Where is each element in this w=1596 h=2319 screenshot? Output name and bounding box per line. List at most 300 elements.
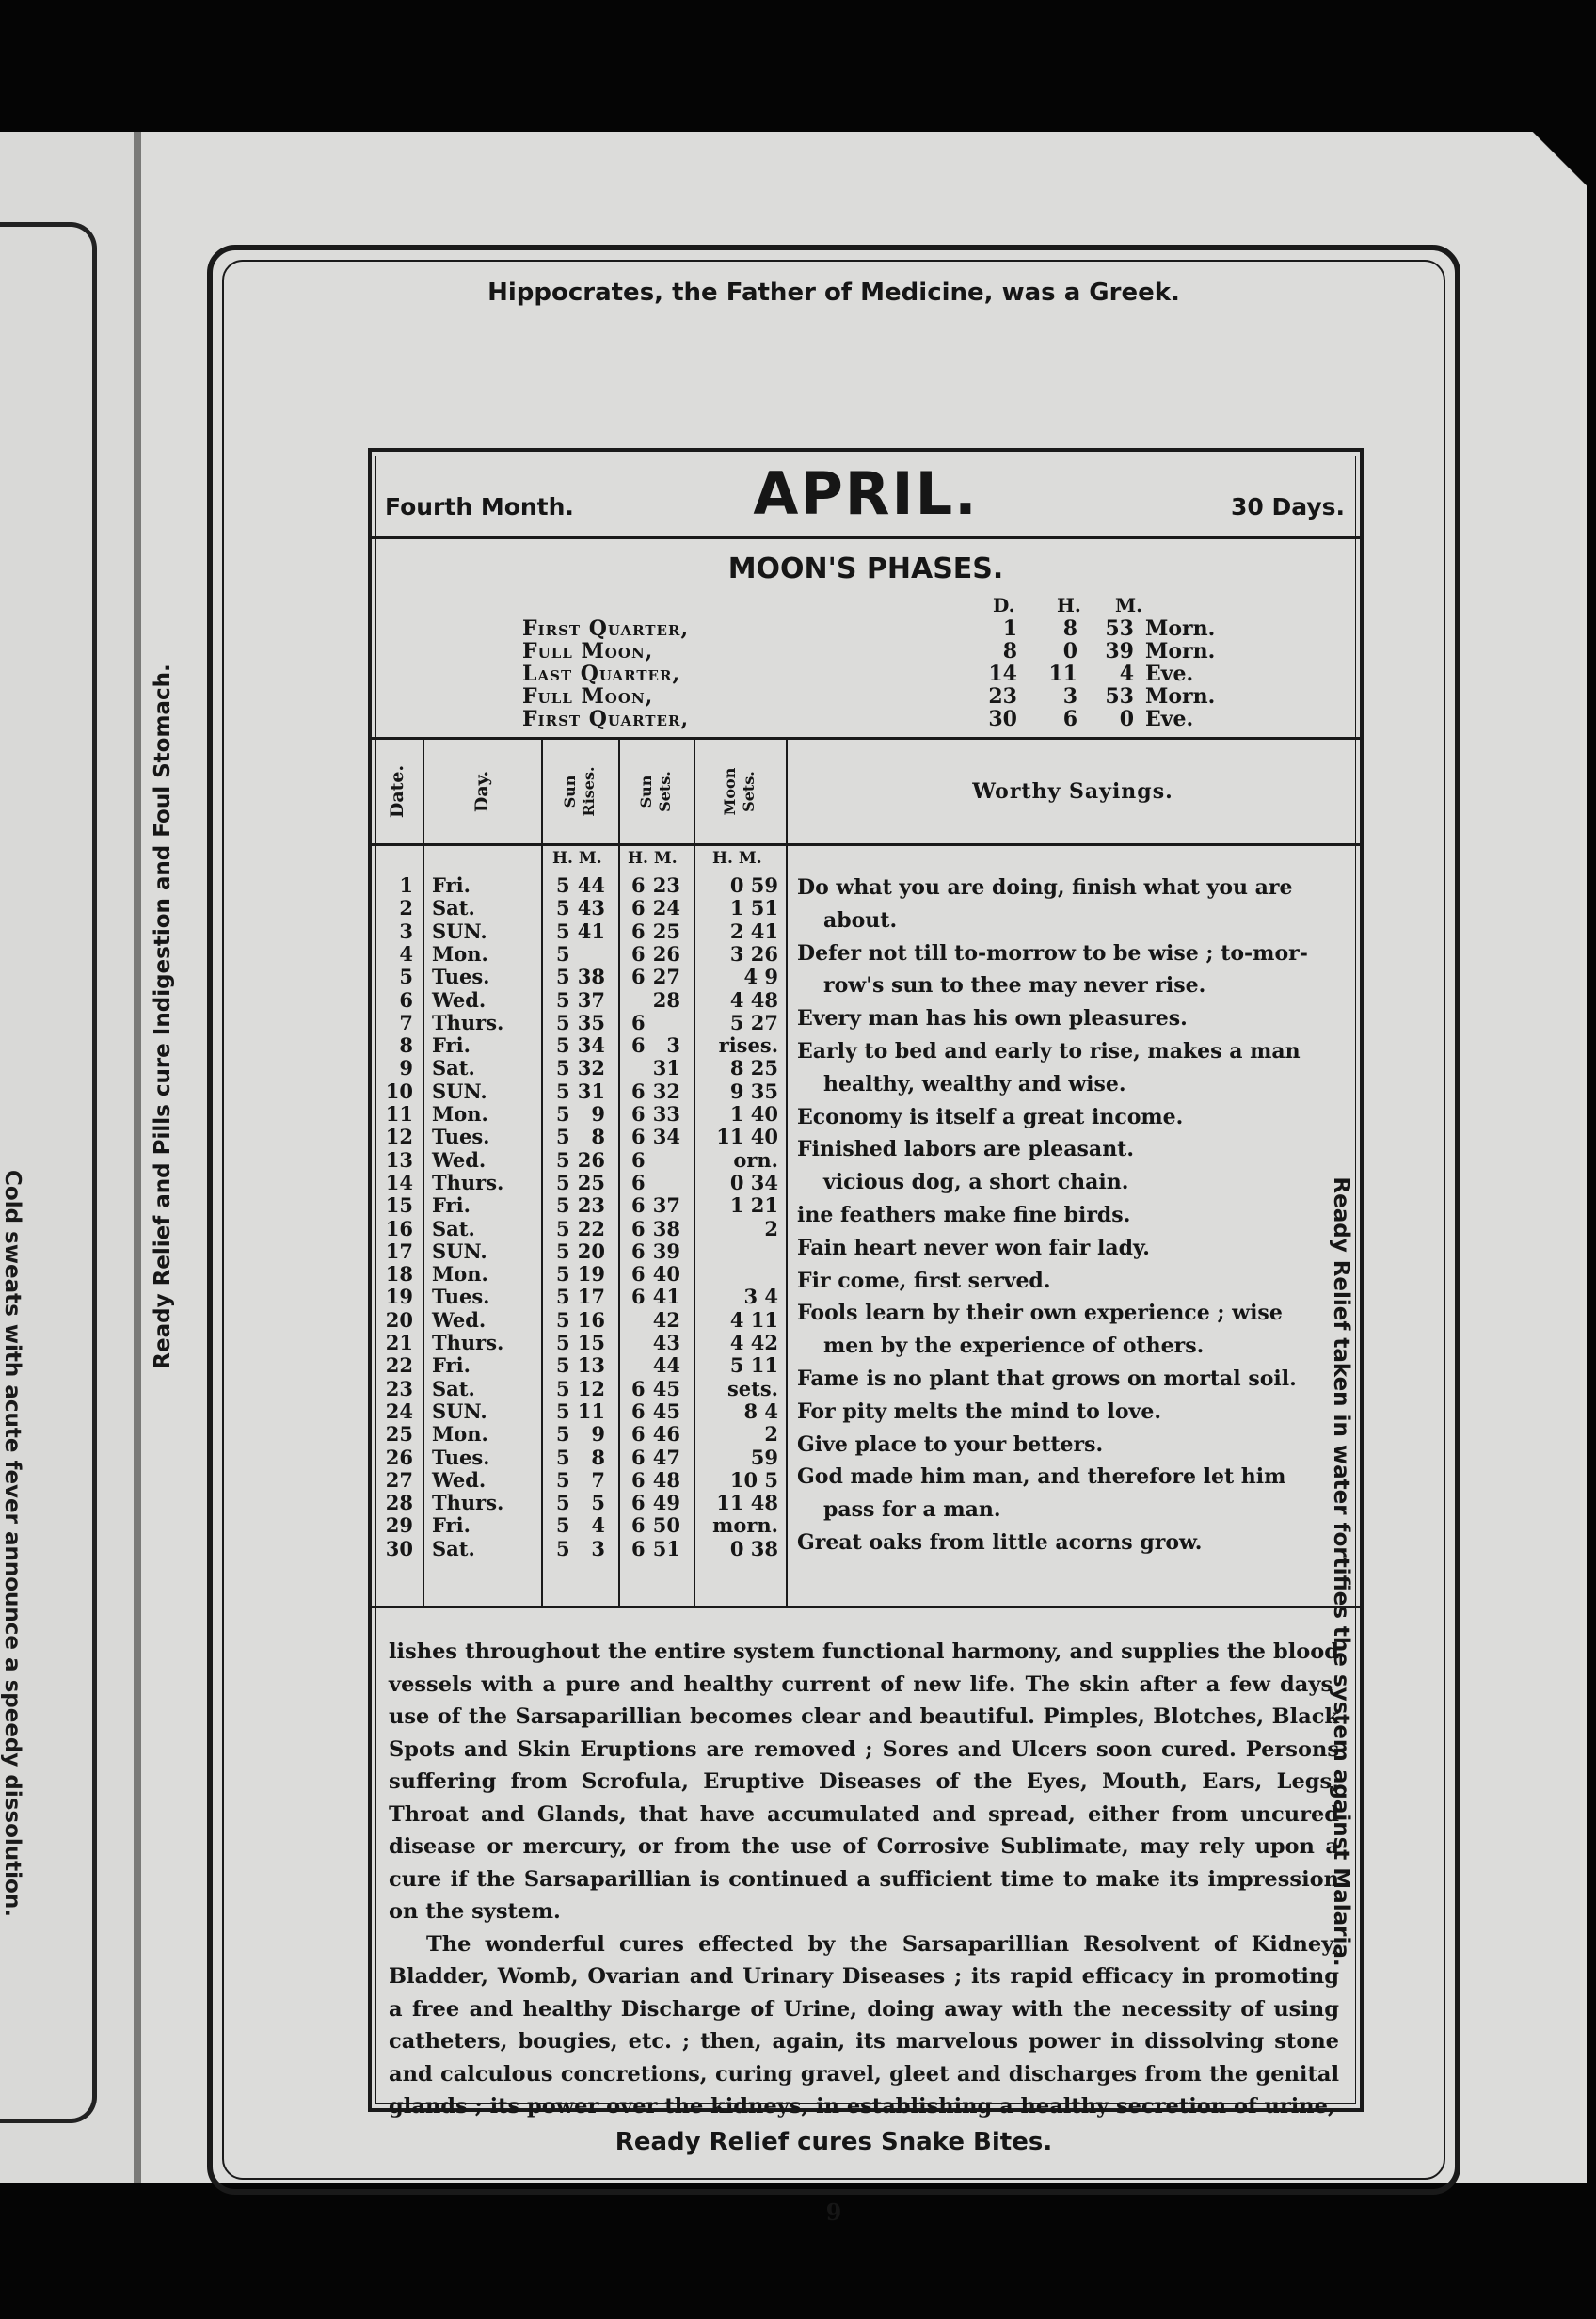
calendar-rise-h: 5 xyxy=(556,1262,570,1287)
saying-line: vicious dog, a short chain. xyxy=(823,1170,1129,1195)
calendar-moon: 0 34 xyxy=(729,1170,778,1194)
moon-phase-name: First Quarter, xyxy=(522,707,690,731)
calendar-rise-h: 5 xyxy=(556,1079,570,1103)
calendar-moon: 2 xyxy=(764,1216,778,1240)
calendar-set-h: 6 xyxy=(631,1147,646,1172)
calendar-row xyxy=(372,942,786,965)
calendar-rise-h: 5 xyxy=(556,1033,570,1058)
calendar-set-h: 6 xyxy=(631,1216,646,1240)
calendar-row xyxy=(372,1125,786,1147)
saying-line: Every man has his own pleasures. xyxy=(797,1006,1188,1032)
calendar-moon: 1 40 xyxy=(729,1102,778,1126)
calendar-rise-h: 5 xyxy=(556,896,570,920)
calendar-row xyxy=(372,1080,786,1102)
moon-phase-m: 53 xyxy=(1105,684,1134,709)
body-paragraph-2: The wonderful cures effected by the Sarsaparillian Resolvent of Kidney, Bladder, Womb, Ovarian and Urinary Diseases ; its rapid efficacy in promoting a free and healthy Discharge of Urine, doing away with the necessity of using catheters, bougies, etc. ; then, again, its marvelous power in dissolving stone and calculous concretions, curing gravel, gleet and discharges from the genital glands ; its power over the kidneys, in establishing a healthy secretion of urine, xyxy=(389,1931,1339,2119)
calendar-day: Wed. xyxy=(432,1467,487,1492)
calendar-date: 14 xyxy=(385,1170,413,1194)
calendar-rise-h: 5 xyxy=(556,1216,570,1240)
calendar-set-h: 6 xyxy=(631,1422,646,1447)
calendar-rise-m: 23 xyxy=(577,1193,605,1218)
calendar-date: 9 xyxy=(399,1056,413,1080)
calendar-row xyxy=(372,965,786,987)
calendar-set-m: 40 xyxy=(652,1262,680,1287)
calendar-moon: morn. xyxy=(712,1513,778,1538)
calendar-set-h: 6 xyxy=(631,941,646,966)
moon-phase-row xyxy=(372,707,1360,729)
saying-line: Give place to your betters. xyxy=(797,1431,1104,1457)
moon-phase-name: First Quarter, xyxy=(522,616,690,641)
calendar-rise-h: 5 xyxy=(556,987,570,1012)
calendar-moon: 9 35 xyxy=(729,1079,778,1103)
calendar-moon: 4 9 xyxy=(743,965,778,989)
calendar-rise-h: 5 xyxy=(556,1513,570,1538)
moon-phase-m: 53 xyxy=(1105,616,1134,641)
month-header xyxy=(372,452,1360,539)
calendar-rise-m: 35 xyxy=(577,1010,605,1034)
calendar-rise-m: 34 xyxy=(577,1033,605,1058)
saying-line: Great oaks from little acorns grow. xyxy=(797,1530,1203,1555)
calendar-day: Mon. xyxy=(432,941,488,966)
calendar-set-m: 48 xyxy=(652,1467,680,1492)
calendar-set-h: 6 xyxy=(631,919,646,943)
saying-line: healthy, wealthy and wise. xyxy=(823,1071,1126,1096)
calendar-date: 4 xyxy=(399,941,413,966)
col-sun-rises-header: Sun Rises. xyxy=(561,766,598,817)
calendar-day: SUN. xyxy=(432,919,487,943)
torn-corner xyxy=(1464,132,1587,282)
calendar-rise-h: 5 xyxy=(556,919,570,943)
col-date-header: Date. xyxy=(387,764,407,819)
calendar-date: 18 xyxy=(385,1262,413,1287)
calendar-set-m: 25 xyxy=(652,919,680,943)
moon-phase-when: Morn. xyxy=(1145,684,1216,709)
calendar-set-m: 23 xyxy=(652,873,680,897)
moon-phase-d: 14 xyxy=(988,662,1017,686)
calendar-set-h: 6 xyxy=(631,1262,646,1287)
calendar-rise-m: 11 xyxy=(577,1399,605,1423)
sun-sets-hm: H. M. xyxy=(628,849,678,868)
calendar-rise-h: 5 xyxy=(556,965,570,989)
calendar-moon: 3 4 xyxy=(743,1285,778,1309)
month-ordinal: Fourth Month. xyxy=(385,493,574,520)
left-side-advert: Ready Relief and Pills cure Indigestion and Foul Stomach. xyxy=(151,664,175,1369)
calendar-rise-h: 5 xyxy=(556,873,570,897)
calendar-rise-m: 31 xyxy=(577,1079,605,1103)
moon-phase-h: 3 xyxy=(1062,684,1077,709)
calendar-rise-m: 25 xyxy=(577,1170,605,1194)
calendar-moon: 0 59 xyxy=(729,873,778,897)
moon-phases-title: MOON'S PHASES. xyxy=(727,552,1004,585)
calendar-rise-m: 8 xyxy=(591,1445,605,1469)
calendar-set-h: 6 xyxy=(631,1010,646,1034)
calendar-row xyxy=(372,1011,786,1033)
moon-phase-row xyxy=(372,616,1360,639)
page-gutter xyxy=(134,132,141,2183)
calendar-set-m: 49 xyxy=(652,1491,680,1515)
saying-line: Early to bed and early to rise, makes a man xyxy=(797,1039,1301,1064)
calendar-date: 3 xyxy=(399,919,413,943)
calendar-set-m: 41 xyxy=(652,1285,680,1309)
calendar-set-m: 50 xyxy=(652,1513,680,1538)
calendar-day: Tues. xyxy=(432,1125,490,1149)
calendar-date: 17 xyxy=(385,1239,413,1263)
calendar-set-h: 6 xyxy=(631,1513,646,1538)
calendar-rise-h: 5 xyxy=(556,1239,570,1263)
calendar-date: 28 xyxy=(385,1491,413,1515)
calendar-set-h: 6 xyxy=(631,873,646,897)
right-side-advert: Ready Relief taken in water fortifies the system against Malaria. xyxy=(1329,1176,1353,1967)
saying-line: Do what you are doing, finish what you are xyxy=(797,875,1293,900)
calendar-row xyxy=(372,1308,786,1331)
calendar-rise-m: 13 xyxy=(577,1353,605,1378)
calendar-day: Thurs. xyxy=(432,1010,504,1034)
calendar-moon: 10 5 xyxy=(729,1467,778,1492)
calendar-row xyxy=(372,1193,786,1216)
calendar-rise-h: 5 xyxy=(556,1331,570,1354)
calendar-set-m: 34 xyxy=(652,1125,680,1149)
calendar-day: Sat. xyxy=(432,1536,475,1560)
calendar-date: 10 xyxy=(385,1079,413,1103)
calendar-rise-m: 20 xyxy=(577,1239,605,1263)
calendar-row xyxy=(372,1446,786,1468)
calendar-day: Sat. xyxy=(432,1376,475,1400)
calendar-day: Fri. xyxy=(432,1193,471,1218)
calendar-day: Fri. xyxy=(432,1353,471,1378)
calendar-set-m: 39 xyxy=(652,1239,680,1263)
moon-phase-name: Full Moon, xyxy=(522,639,654,664)
calendar-set-m: 3 xyxy=(666,1033,680,1058)
calendar-set-h: 6 xyxy=(631,1079,646,1103)
calendar-row xyxy=(372,1056,786,1079)
bottom-advert: Ready Relief cures Snake Bites. xyxy=(614,2128,1053,2156)
moon-col-hour: H. xyxy=(1057,594,1081,616)
calendar-set-m: 43 xyxy=(652,1331,680,1354)
calendar-date: 5 xyxy=(399,965,413,989)
calendar-header xyxy=(372,740,1360,846)
saying-line: Finished labors are pleasant. xyxy=(797,1137,1135,1162)
calendar-row xyxy=(372,1033,786,1056)
calendar-row xyxy=(372,1148,786,1171)
calendar-moon: 59 xyxy=(750,1445,778,1469)
calendar-set-m: 46 xyxy=(652,1422,680,1447)
calendar-date: 30 xyxy=(385,1536,413,1560)
calendar-day: Mon. xyxy=(432,1422,488,1447)
moon-phase-h: 0 xyxy=(1062,639,1077,664)
calendar-row xyxy=(372,920,786,942)
calendar-moon: 4 11 xyxy=(729,1307,778,1332)
calendar-rise-m: 3 xyxy=(591,1536,605,1560)
calendar-rise-m: 38 xyxy=(577,965,605,989)
calendar-set-h: 6 xyxy=(631,965,646,989)
calendar-moon: sets. xyxy=(726,1376,778,1400)
calendar-day: Thurs. xyxy=(432,1331,504,1354)
saying-line: Fame is no plant that grows on mortal soil. xyxy=(797,1367,1297,1391)
calendar-date: 22 xyxy=(385,1353,413,1378)
calendar-row xyxy=(372,1377,786,1399)
top-advert: Hippocrates, the Father of Medicine, was a Greek. xyxy=(487,279,1180,307)
calendar-set-m: 31 xyxy=(652,1056,680,1080)
calendar-set-h: 6 xyxy=(631,1536,646,1560)
calendar-moon: 11 40 xyxy=(716,1125,778,1149)
calendar-date: 19 xyxy=(385,1285,413,1309)
calendar-date: 8 xyxy=(399,1033,413,1058)
moon-phase-row xyxy=(372,639,1360,662)
calendar-row xyxy=(372,1102,786,1125)
calendar-rise-h: 5 xyxy=(556,1399,570,1423)
calendar-rise-h: 5 xyxy=(556,1170,570,1194)
saying-line: Fain heart never won fair lady. xyxy=(797,1235,1150,1260)
calendar-rise-h: 5 xyxy=(556,1445,570,1469)
calendar-day: Wed. xyxy=(432,1307,487,1332)
calendar-date: 11 xyxy=(385,1102,413,1126)
calendar-day: Wed. xyxy=(432,987,487,1012)
calendar-moon: 0 38 xyxy=(729,1536,778,1560)
calendar-rise-m: 15 xyxy=(577,1331,605,1354)
calendar-day: SUN. xyxy=(432,1239,487,1263)
calendar-day: Tues. xyxy=(432,1445,490,1469)
calendar-rise-m: 41 xyxy=(577,919,605,943)
saying-line: Fir come, first served. xyxy=(797,1268,1051,1293)
calendar-set-h: 6 xyxy=(631,896,646,920)
calendar-date: 12 xyxy=(385,1125,413,1149)
moon-phase-row xyxy=(372,662,1360,684)
calendar-rise-h: 5 xyxy=(556,1125,570,1149)
calendar-set-m: 33 xyxy=(652,1102,680,1126)
calendar-moon: 3 26 xyxy=(729,941,778,966)
calendar-rise-h: 5 xyxy=(556,1056,570,1080)
calendar-date: 29 xyxy=(385,1513,413,1538)
calendar-day: Thurs. xyxy=(432,1491,504,1515)
calendar-moon: 5 11 xyxy=(729,1353,778,1378)
saying-line: ine feathers make fine birds. xyxy=(797,1203,1131,1227)
calendar-date: 23 xyxy=(385,1376,413,1400)
calendar-rise-h: 5 xyxy=(556,1422,570,1447)
calendar-moon: 2 41 xyxy=(729,919,778,943)
calendar-day: Mon. xyxy=(432,1102,488,1126)
calendar-moon: 4 48 xyxy=(729,987,778,1012)
calendar-set-h: 6 xyxy=(631,1102,646,1126)
calendar-set-m: 32 xyxy=(652,1079,680,1103)
calendar-row xyxy=(372,1422,786,1445)
moon-phase-when: Eve. xyxy=(1145,662,1194,686)
calendar-row xyxy=(372,1513,786,1536)
calendar-set-h: 6 xyxy=(631,1467,646,1492)
calendar-day: Sat. xyxy=(432,1056,475,1080)
calendar-rise-m: 17 xyxy=(577,1285,605,1309)
calendar-date: 20 xyxy=(385,1307,413,1332)
calendar-date: 2 xyxy=(399,896,413,920)
moon-phase-d: 8 xyxy=(1002,639,1017,664)
almanac-page xyxy=(141,132,1587,2226)
month-title: APRIL. xyxy=(753,459,979,528)
calendar-rise-h: 5 xyxy=(556,1307,570,1332)
calendar-date: 27 xyxy=(385,1467,413,1492)
calendar-rise-m: 5 xyxy=(591,1491,605,1515)
calendar-moon: 2 xyxy=(764,1422,778,1447)
calendar-date: 6 xyxy=(399,987,413,1012)
worthy-sayings-header: Worthy Sayings. xyxy=(972,779,1173,804)
calendar-rise-m: 43 xyxy=(577,896,605,920)
moon-col-day: D. xyxy=(993,594,1015,616)
calendar-moon: 8 25 xyxy=(729,1056,778,1080)
calendar-rise-m: 32 xyxy=(577,1056,605,1080)
calendar-rise-m: 37 xyxy=(577,987,605,1012)
month-days: 30 Days. xyxy=(1230,493,1345,520)
calendar-date: 1 xyxy=(399,873,413,897)
calendar-date: 26 xyxy=(385,1445,413,1469)
calendar-day: SUN. xyxy=(432,1079,487,1103)
calendar-set-m: 45 xyxy=(652,1399,680,1423)
calendar-day: Sat. xyxy=(432,896,475,920)
moon-phase-h: 8 xyxy=(1062,616,1077,641)
calendar-set-m: 51 xyxy=(652,1536,680,1560)
calendar-row xyxy=(372,988,786,1011)
body-text xyxy=(389,1636,1339,2123)
col-sun-sets-header: Sun Sets. xyxy=(637,771,674,812)
calendar-moon: 11 48 xyxy=(716,1491,778,1515)
calendar-day: Fri. xyxy=(432,1513,471,1538)
calendar-date: 16 xyxy=(385,1216,413,1240)
calendar-set-h: 6 xyxy=(631,1170,646,1194)
page-number: 9 xyxy=(825,2199,842,2226)
moon-phase-d: 30 xyxy=(988,707,1017,731)
sun-rises-hm: H. M. xyxy=(552,849,602,868)
moon-phase-when: Eve. xyxy=(1145,707,1194,731)
calendar-set-h: 6 xyxy=(631,1285,646,1309)
saying-line: Defer not till to-morrow to be wise ; to-mor- xyxy=(797,940,1308,966)
calendar-rise-m: 7 xyxy=(591,1467,605,1492)
calendar-rise-m: 16 xyxy=(577,1307,605,1332)
calendar-rise-m: 9 xyxy=(591,1422,605,1447)
calendar-row xyxy=(372,1262,786,1285)
calendar-date: 7 xyxy=(399,1010,413,1034)
moon-col-minute: M. xyxy=(1115,594,1143,616)
calendar-row xyxy=(372,1285,786,1307)
calendar-rise-m: 4 xyxy=(591,1513,605,1538)
calendar-set-m: 44 xyxy=(652,1353,680,1378)
moon-phase-when: Morn. xyxy=(1145,616,1216,641)
calendar-set-h: 6 xyxy=(631,1239,646,1263)
calendar-rise-m: 9 xyxy=(591,1102,605,1126)
saying-line: God made him man, and therefore let him xyxy=(797,1464,1286,1490)
calendar-day: Tues. xyxy=(432,965,490,989)
calendar-rise-h: 5 xyxy=(556,1102,570,1126)
calendar-row xyxy=(372,1399,786,1422)
saying-line: pass for a man. xyxy=(823,1497,1001,1523)
calendar-rise-h: 5 xyxy=(556,1536,570,1560)
calendar-set-m: 47 xyxy=(652,1445,680,1469)
calendar-set-m: 27 xyxy=(652,965,680,989)
calendar-day: Fri. xyxy=(432,873,471,897)
col-moon-sets-header: Moon Sets. xyxy=(721,767,758,816)
moon-phase-m: 4 xyxy=(1119,662,1134,686)
calendar-set-m: 37 xyxy=(652,1193,680,1218)
calendar-set-h: 6 xyxy=(631,1376,646,1400)
calendar-day: Wed. xyxy=(432,1147,487,1172)
calendar-day: Mon. xyxy=(432,1262,488,1287)
ornamental-frame xyxy=(207,245,1460,2226)
calendar-date: 25 xyxy=(385,1422,413,1447)
calendar-rise-h: 5 xyxy=(556,1147,570,1172)
calendar-row xyxy=(372,1353,786,1376)
calendar-rise-h: 5 xyxy=(556,1467,570,1492)
calendar-moon: rises. xyxy=(718,1033,778,1058)
moon-phases xyxy=(372,539,1360,740)
saying-line: about. xyxy=(823,907,898,933)
calendar-rise-h: 5 xyxy=(556,1376,570,1400)
moon-sets-hm: H. M. xyxy=(712,849,762,868)
calendar-row xyxy=(372,1468,786,1491)
calendar-moon: 8 4 xyxy=(743,1399,778,1423)
calendar-rise-m: 19 xyxy=(577,1262,605,1287)
calendar-box xyxy=(368,448,1364,2119)
calendar-rise-h: 5 xyxy=(556,1010,570,1034)
moon-phase-name: Full Moon, xyxy=(522,684,654,709)
calendar-row xyxy=(372,1537,786,1559)
calendar-set-h: 6 xyxy=(631,1193,646,1218)
moon-phase-name: Last Quarter, xyxy=(522,662,681,686)
calendar-row xyxy=(372,1217,786,1239)
calendar-date: 13 xyxy=(385,1147,413,1172)
calendar-moon: 1 21 xyxy=(729,1193,778,1218)
calendar-set-m: 42 xyxy=(652,1307,680,1332)
moon-phase-m: 39 xyxy=(1105,639,1134,664)
calendar-date: 21 xyxy=(385,1331,413,1354)
saying-line: For pity melts the mind to love. xyxy=(797,1399,1161,1424)
calendar-row xyxy=(372,1331,786,1353)
left-page xyxy=(0,132,134,2183)
moon-phase-when: Morn. xyxy=(1145,639,1216,664)
calendar-day: Thurs. xyxy=(432,1170,504,1194)
calendar-day: Tues. xyxy=(432,1285,490,1309)
moon-phase-row xyxy=(372,684,1360,707)
col-day-header: Day. xyxy=(471,770,492,813)
calendar-moon: 1 51 xyxy=(729,896,778,920)
moon-phase-h: 6 xyxy=(1062,707,1077,731)
calendar-rise-h: 5 xyxy=(556,1193,570,1218)
body-paragraph-1: lishes throughout the entire system functional harmony, and supplies the blood vessels with a pure and healthy current of new life. The skin after a few days' use of the Sarsaparillian becomes clear and beautiful. Pimples, Blotches, Black Spots and Skin Eruptions are removed ; Sores and Ulcers soon cured. Persons suffering from Scrofula, Eruptive Diseases of the Eyes, Mouth, Ears, Legs, Throat and Glands, that have accumulated and spread, either from uncured disease or mercury, or from the use of Corrosive Sublimate, may rely upon a cure if the Sarsaparillian is continued a sufficient time to make its impression on the system. xyxy=(389,1639,1339,1924)
calendar-rise-h: 5 xyxy=(556,1491,570,1515)
calendar-rise-m: 12 xyxy=(577,1376,605,1400)
moon-phase-h: 11 xyxy=(1048,662,1077,686)
calendar-moon: orn. xyxy=(733,1147,778,1172)
calendar-row xyxy=(372,873,786,896)
left-page-margin-text: Cold sweats with acute fever announce a speedy dissolution. xyxy=(0,1170,24,1917)
calendar-rise-h: 5 xyxy=(556,1285,570,1309)
calendar-rise-m: 22 xyxy=(577,1216,605,1240)
calendar-set-m: 28 xyxy=(652,987,680,1012)
calendar-set-m: 26 xyxy=(652,941,680,966)
saying-line: Economy is itself a great income. xyxy=(797,1104,1184,1129)
calendar-set-h: 6 xyxy=(631,1033,646,1058)
moon-phase-d: 23 xyxy=(988,684,1017,709)
calendar-day: Fri. xyxy=(432,1033,471,1058)
moon-phase-m: 0 xyxy=(1119,707,1134,731)
calendar-date: 24 xyxy=(385,1399,413,1423)
calendar-rise-h: 5 xyxy=(556,941,570,966)
calendar-day: Sat. xyxy=(432,1216,475,1240)
calendar-row xyxy=(372,896,786,919)
calendar-moon: 5 27 xyxy=(729,1010,778,1034)
calendar-set-m: 38 xyxy=(652,1216,680,1240)
calendar-set-h: 6 xyxy=(631,1445,646,1469)
calendar-row xyxy=(372,1171,786,1193)
calendar-set-h: 6 xyxy=(631,1125,646,1149)
calendar-set-m: 24 xyxy=(652,896,680,920)
calendar-day: SUN. xyxy=(432,1399,487,1423)
saying-line: men by the experience of others. xyxy=(823,1334,1205,1359)
